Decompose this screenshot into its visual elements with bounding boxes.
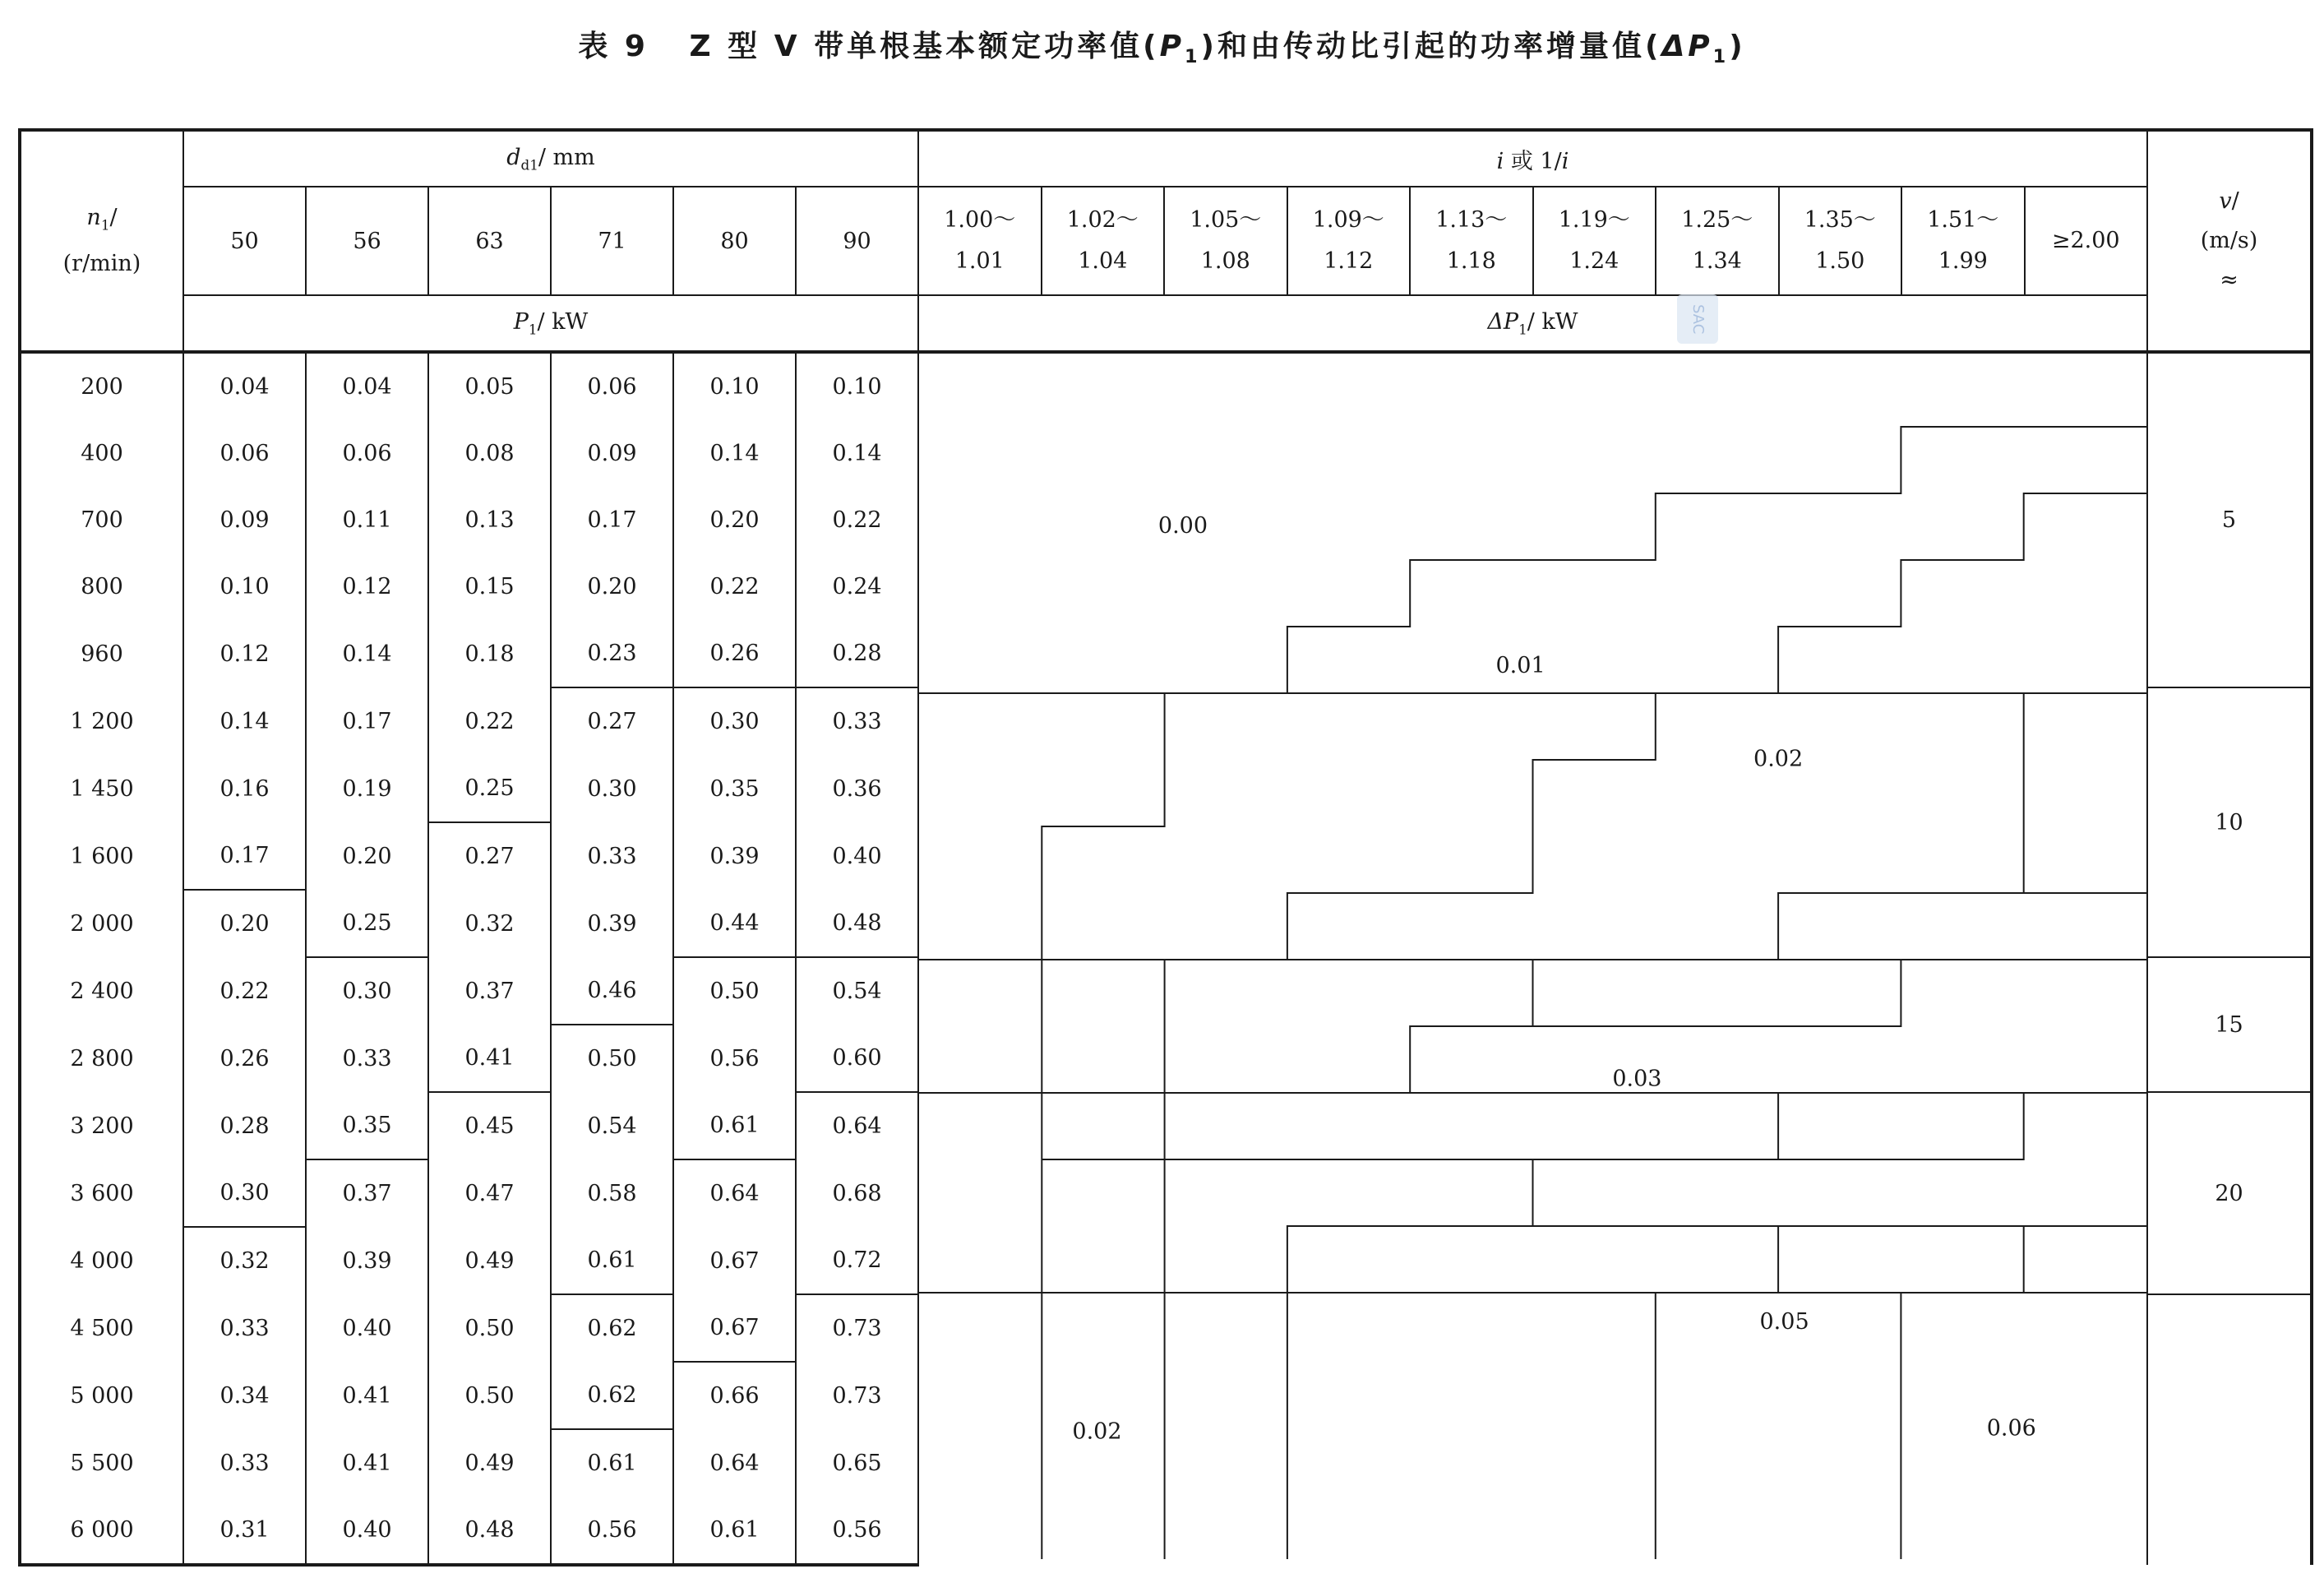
- n1-value: 2 000: [20, 890, 183, 957]
- p1-value: 0.13: [428, 487, 551, 553]
- p1-value: 0.54: [551, 1092, 673, 1159]
- p1-value: 0.31: [183, 1497, 306, 1565]
- watermark-logo: SAC: [1677, 294, 1718, 344]
- p1-value: 0.45: [428, 1092, 551, 1159]
- n1-value: 200: [20, 352, 183, 420]
- ratio-col: [1165, 187, 1288, 294]
- p1-value: 0.72: [796, 1227, 918, 1294]
- p1-value: 0.08: [428, 420, 551, 487]
- p1-value: 0.61: [673, 1092, 796, 1159]
- p1-value: 0.49: [428, 1227, 551, 1294]
- p1-value: 0.12: [306, 553, 428, 620]
- step-boundary: [1042, 693, 1164, 960]
- p1-value: 0.33: [796, 687, 918, 755]
- n1-value: 5 500: [20, 1429, 183, 1497]
- p1-value: 0.61: [673, 1497, 796, 1565]
- ratio-col: [919, 187, 1042, 294]
- p1-value: 0.64: [796, 1092, 918, 1159]
- p1-value: 0.25: [428, 755, 551, 822]
- ratio-to: 1.04: [1078, 248, 1128, 274]
- p1-value: 0.14: [673, 420, 796, 487]
- velocity-value: 5: [2147, 352, 2312, 687]
- ratio-to: 1.99: [1938, 248, 1988, 274]
- p1-value: 0.20: [551, 553, 673, 620]
- p1-value: 0.05: [428, 352, 551, 420]
- delta-value: 0.01: [1495, 652, 1545, 678]
- ratio-col: [1411, 187, 1534, 294]
- p1-value: 0.46: [551, 957, 673, 1025]
- n1-value: 4 000: [20, 1227, 183, 1294]
- p1-value: 0.22: [428, 687, 551, 755]
- n1-value: 960: [20, 620, 183, 687]
- p1-value: 0.40: [796, 822, 918, 890]
- p1-value: 0.67: [673, 1294, 796, 1362]
- p1-value: 0.50: [428, 1294, 551, 1362]
- ratio-to: 1.01: [954, 248, 1005, 274]
- p1-value: 0.39: [551, 890, 673, 957]
- velocity-value: 10: [2147, 687, 2312, 957]
- diameter-col: 80: [673, 187, 796, 295]
- step-boundary: [1287, 693, 1656, 960]
- p1-value: 0.30: [551, 755, 673, 822]
- p1-value: 0.50: [551, 1025, 673, 1092]
- ratio-from: 1.02～: [1066, 207, 1139, 233]
- n1-value: 800: [20, 553, 183, 620]
- ratio-to: 1.50: [1815, 248, 1865, 274]
- p1-value: 0.56: [673, 1025, 796, 1092]
- diameter-col: 56: [306, 187, 428, 295]
- p1-value: 0.67: [673, 1227, 796, 1294]
- p1-value: 0.65: [796, 1429, 918, 1497]
- ratio-from: 1.51～: [1927, 207, 1999, 233]
- p1-value: 0.41: [306, 1429, 428, 1497]
- n1-value: 6 000: [20, 1497, 183, 1565]
- p1-value: 0.50: [428, 1362, 551, 1429]
- p1-value: 0.41: [306, 1362, 428, 1429]
- p1-value: 0.64: [673, 1429, 796, 1497]
- p1-value: 0.20: [183, 890, 306, 957]
- ratio-col: [2026, 187, 2147, 294]
- p1-value: 0.62: [551, 1362, 673, 1429]
- delta-value: 0.02: [1753, 746, 1804, 771]
- p1-value: 0.60: [796, 1025, 918, 1092]
- p1-value: 0.66: [673, 1362, 796, 1429]
- p1-value: 0.28: [183, 1092, 306, 1159]
- step-boundary: [1533, 1093, 1779, 1159]
- p1-value: 0.36: [796, 755, 918, 822]
- step-boundary: [1533, 960, 1901, 1026]
- p1-value: 0.23: [551, 620, 673, 687]
- p1-value: 0.56: [796, 1497, 918, 1565]
- ratio-to: 1.12: [1324, 248, 1374, 274]
- velocity-value: 20: [2147, 1092, 2312, 1294]
- delta-value: 0.02: [1072, 1418, 1122, 1445]
- ratio-from: 1.05～: [1190, 207, 1262, 233]
- p1-value: 0.32: [428, 890, 551, 957]
- p1-value: 0.33: [183, 1294, 306, 1362]
- p1-value: 0.47: [428, 1159, 551, 1227]
- ratio-col: [1780, 187, 1903, 294]
- p1-value: 0.54: [796, 957, 918, 1025]
- p1-value: 0.19: [306, 755, 428, 822]
- diameter-col: 71: [551, 187, 673, 295]
- p1-value: 0.09: [183, 487, 306, 553]
- n1-value: 1 200: [20, 687, 183, 755]
- ratio-col: [1288, 187, 1411, 294]
- p1-value: 0.26: [183, 1025, 306, 1092]
- p1-value: 0.30: [183, 1159, 306, 1227]
- p1-value: 0.04: [306, 352, 428, 420]
- ratio-header: i 或 1/i: [918, 130, 2147, 187]
- diameter-col: 63: [428, 187, 551, 295]
- p1-value: 0.26: [673, 620, 796, 687]
- ratio-col: [1656, 187, 1780, 294]
- p1-value: 0.25: [306, 890, 428, 957]
- p1-value: 0.17: [183, 822, 306, 890]
- dp1-unit-row: $\Delta P_1/$ kW: [918, 295, 2147, 352]
- p1-value: 0.28: [796, 620, 918, 687]
- ratio-from: ≥2.00: [2051, 228, 2120, 253]
- diameter-col: 90: [796, 187, 918, 295]
- p1-value: 0.39: [673, 822, 796, 890]
- step-boundary: [1778, 1093, 2024, 1159]
- table-title: 表 9 Z 型 V 带单根基本额定功率值$(P_1)$和由传动比引起的功率增量值$(\Delta P_1)$: [578, 30, 1746, 68]
- p1-value: 0.20: [673, 487, 796, 553]
- p1-value: 0.20: [306, 822, 428, 890]
- n1-value: 400: [20, 420, 183, 487]
- delta-p1-region: [918, 352, 2147, 1565]
- p1-value: 0.27: [551, 687, 673, 755]
- ratio-from: 1.09～: [1312, 207, 1384, 233]
- p1-value: 0.73: [796, 1362, 918, 1429]
- step-boundary: [1410, 960, 1532, 1093]
- p1-value: 0.50: [673, 957, 796, 1025]
- p1-value: 0.40: [306, 1497, 428, 1565]
- p1-value: 0.41: [428, 1025, 551, 1092]
- p1-value: 0.27: [428, 822, 551, 890]
- p1-value: 0.06: [551, 352, 673, 420]
- p1-value: 0.58: [551, 1159, 673, 1227]
- p1-value: 0.39: [306, 1227, 428, 1294]
- p1-value: 0.14: [183, 687, 306, 755]
- velocity-value: 15: [2147, 957, 2312, 1092]
- p1-value: 0.48: [428, 1497, 551, 1565]
- delta-value: 0.00: [1157, 512, 1208, 539]
- ratio-from: 1.19～: [1558, 207, 1630, 233]
- table-row: [20, 352, 2312, 420]
- step-boundary: [1778, 493, 2146, 693]
- velocity-header: v/ (m/s) ≈: [2147, 130, 2312, 352]
- delta-value: 0.06: [1986, 1415, 2036, 1442]
- step-boundary: [1165, 1159, 1533, 1293]
- p1-value: 0.22: [796, 487, 918, 553]
- p1-value: 0.68: [796, 1159, 918, 1227]
- p1-value: 0.61: [551, 1227, 673, 1294]
- p1-value: 0.37: [428, 957, 551, 1025]
- n1-value: 4 500: [20, 1294, 183, 1362]
- ratio-col: [1042, 187, 1166, 294]
- p1-value: 0.04: [183, 352, 306, 420]
- n1-value: 700: [20, 487, 183, 553]
- n1-value: 1 600: [20, 822, 183, 890]
- p1-value: 0.10: [796, 352, 918, 420]
- p1-value: 0.48: [796, 890, 918, 957]
- p1-value: 0.18: [428, 620, 551, 687]
- p1-value: 0.64: [673, 1159, 796, 1227]
- p1-value: 0.10: [183, 553, 306, 620]
- step-boundary: [1778, 693, 2024, 960]
- p1-value: 0.12: [183, 620, 306, 687]
- p1-unit-row: $P_1/$ kW: [183, 295, 918, 352]
- p1-value: 0.37: [306, 1159, 428, 1227]
- delta-value: 0.03: [1612, 1065, 1662, 1091]
- ratio-from: 1.00～: [944, 207, 1016, 233]
- p1-value: 0.14: [796, 420, 918, 487]
- p1-value: 0.14: [306, 620, 428, 687]
- n1-header: $n_1/$ (r/min): [20, 130, 183, 352]
- velocity-empty: [2147, 1294, 2312, 1565]
- ratio-to: 1.24: [1569, 248, 1619, 274]
- ratio-from: 1.13～: [1435, 207, 1508, 233]
- ratio-to: 1.08: [1200, 248, 1250, 274]
- power-rating-table: [18, 128, 2313, 1567]
- ratio-columns: [918, 187, 2147, 295]
- p1-value: 0.06: [183, 420, 306, 487]
- p1-value: 0.73: [796, 1294, 918, 1362]
- p1-value: 0.56: [551, 1497, 673, 1565]
- n1-value: 3 600: [20, 1159, 183, 1227]
- p1-value: 0.33: [183, 1429, 306, 1497]
- p1-value: 0.22: [183, 957, 306, 1025]
- ratio-col: [1902, 187, 2026, 294]
- p1-value: 0.61: [551, 1429, 673, 1497]
- p1-value: 0.30: [673, 687, 796, 755]
- p1-value: 0.10: [673, 352, 796, 420]
- p1-value: 0.40: [306, 1294, 428, 1362]
- p1-value: 0.24: [796, 553, 918, 620]
- p1-value: 0.17: [551, 487, 673, 553]
- p1-value: 0.06: [306, 420, 428, 487]
- p1-value: 0.09: [551, 420, 673, 487]
- p1-value: 0.62: [551, 1294, 673, 1362]
- n1-value: 2 800: [20, 1025, 183, 1092]
- p1-value: 0.33: [306, 1025, 428, 1092]
- n1-value: 3 200: [20, 1092, 183, 1159]
- diameter-col: 50: [183, 187, 306, 295]
- p1-value: 0.44: [673, 890, 796, 957]
- n1-value: 2 400: [20, 957, 183, 1025]
- p1-value: 0.33: [551, 822, 673, 890]
- diameter-header: $d_{d1}/$ mm: [183, 130, 918, 187]
- n1-value: 5 000: [20, 1362, 183, 1429]
- ratio-col: [1534, 187, 1657, 294]
- p1-value: 0.34: [183, 1362, 306, 1429]
- p1-value: 0.22: [673, 553, 796, 620]
- p1-value: 0.17: [306, 687, 428, 755]
- ratio-to: 1.18: [1446, 248, 1496, 274]
- p1-value: 0.16: [183, 755, 306, 822]
- p1-value: 0.15: [428, 553, 551, 620]
- ratio-from: 1.25～: [1681, 207, 1753, 233]
- p1-value: 0.30: [306, 957, 428, 1025]
- ratio-to: 1.34: [1692, 248, 1742, 274]
- p1-value: 0.35: [673, 755, 796, 822]
- n1-value: 1 450: [20, 755, 183, 822]
- ratio-from: 1.35～: [1804, 207, 1876, 233]
- delta-value: 0.05: [1759, 1308, 1809, 1335]
- p1-value: 0.35: [306, 1092, 428, 1159]
- p1-value: 0.32: [183, 1227, 306, 1294]
- delta-p1-steps: [919, 360, 2146, 1559]
- p1-value: 0.11: [306, 487, 428, 553]
- p1-value: 0.49: [428, 1429, 551, 1497]
